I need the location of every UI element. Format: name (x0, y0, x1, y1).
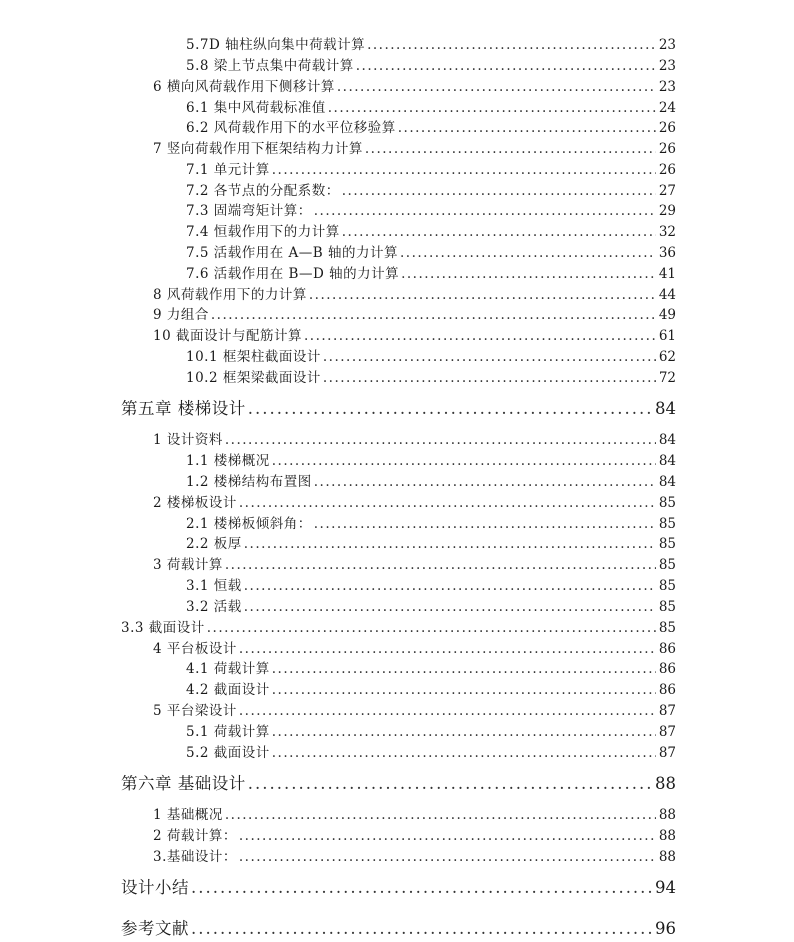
toc-entry[interactable] (153, 827, 676, 845)
toc-entry-page: 94 (655, 878, 676, 897)
toc-entry-title: 7.2 各节点的分配系数： (186, 183, 340, 199)
toc-entry-page: 88 (658, 807, 676, 823)
toc-entry-page: 36 (658, 245, 676, 261)
toc-entry-page: 87 (658, 745, 676, 761)
toc-entry-title: 7 竖向荷载作用下框架结构力计算 (153, 141, 363, 157)
toc-entry-title: 第六章 基础设计 (121, 774, 246, 793)
toc-entry[interactable] (153, 140, 676, 158)
toc-leader-dots (365, 140, 656, 158)
toc-leader-dots (211, 306, 656, 324)
toc-entry-page: 88 (658, 828, 676, 844)
toc-entry-page: 62 (658, 349, 676, 365)
toc-entry-title: 3.2 活载 (186, 599, 242, 615)
toc-entry[interactable] (121, 619, 676, 637)
toc-leader-dots (398, 119, 656, 137)
toc-entry-title: 5.2 截面设计 (186, 745, 270, 761)
toc-entry-page: 85 (658, 557, 676, 573)
toc-entry[interactable] (153, 640, 676, 658)
toc-entry-page: 26 (658, 120, 676, 136)
toc-leader-dots (225, 556, 656, 574)
toc-entry-title: 3 荷载计算 (153, 557, 223, 573)
toc-entry[interactable] (186, 535, 676, 553)
toc-entry-page: 84 (655, 399, 676, 418)
toc-entry[interactable] (186, 36, 676, 54)
toc-chapter-entry[interactable] (121, 398, 676, 420)
toc-leader-dots (248, 773, 653, 795)
toc-leader-dots (272, 681, 656, 699)
toc-leader-dots (342, 182, 656, 200)
toc-entry[interactable] (153, 78, 676, 96)
toc-entry-title: 10 截面设计与配筋计算 (153, 328, 302, 344)
toc-entry[interactable] (153, 494, 676, 512)
toc-entry-page: 87 (658, 724, 676, 740)
toc-entry-title: 8 风荷载作用下的力计算 (153, 287, 307, 303)
toc-chapter-entry[interactable] (121, 773, 676, 795)
toc-entry-page: 26 (658, 162, 676, 178)
toc-leader-dots (304, 327, 656, 345)
toc-leader-dots (314, 202, 656, 220)
toc-entry[interactable] (153, 806, 676, 824)
toc-entry[interactable] (186, 223, 676, 241)
toc-entry-title: 5.7D 轴柱纵向集中荷载计算 (186, 37, 366, 53)
toc-entry-page: 32 (658, 224, 676, 240)
toc-entry-page: 41 (658, 266, 676, 282)
toc-entry[interactable] (186, 99, 676, 117)
toc-leader-dots (207, 619, 656, 637)
toc-entry-page: 88 (655, 774, 676, 793)
toc-entry[interactable] (186, 452, 676, 470)
toc-entry-page: 86 (658, 641, 676, 657)
toc-entry-page: 88 (658, 849, 676, 865)
toc-entry-title: 4.2 截面设计 (186, 682, 270, 698)
toc-leader-dots (272, 161, 656, 179)
toc-entry[interactable] (186, 161, 676, 179)
toc-entry-title: 3.基础设计： (153, 849, 237, 865)
toc-entry[interactable] (153, 286, 676, 304)
toc-leader-dots (400, 244, 656, 262)
toc-entry-title: 参考文献 (121, 919, 189, 938)
toc-leader-dots (225, 806, 656, 824)
toc-entry-title: 2 荷载计算： (153, 828, 237, 844)
toc-entry[interactable] (186, 577, 676, 595)
toc-leader-dots (239, 827, 656, 845)
toc-entry-page: 23 (658, 37, 676, 53)
toc-leader-dots (328, 99, 656, 117)
toc-entry-title: 4.1 荷载计算 (186, 661, 270, 677)
toc-entry-page: 24 (658, 100, 676, 116)
toc-entry-page: 85 (658, 578, 676, 594)
toc-entry[interactable] (153, 327, 676, 345)
toc-entry-title: 1.2 楼梯结构布置图 (186, 474, 312, 490)
toc-leader-dots (225, 431, 656, 449)
toc-leader-dots (191, 918, 653, 940)
toc-entry-title: 3.3 截面设计 (121, 620, 205, 636)
toc-entry[interactable] (153, 431, 676, 449)
toc-entry-page: 85 (658, 536, 676, 552)
toc-leader-dots (248, 398, 653, 420)
toc-entry-page: 72 (658, 370, 676, 386)
toc-chapter-entry[interactable] (121, 877, 676, 899)
toc-entry-title: 3.1 恒载 (186, 578, 242, 594)
toc-entry-title: 1 设计资料 (153, 432, 223, 448)
toc-leader-dots (239, 640, 656, 658)
toc-leader-dots (244, 577, 656, 595)
toc-leader-dots (356, 57, 656, 75)
toc-leader-dots (272, 452, 656, 470)
toc-entry-title: 9 力组合 (153, 307, 209, 323)
toc-entry-page: 85 (658, 620, 676, 636)
toc-entry-title: 7.1 单元计算 (186, 162, 270, 178)
toc-entry[interactable] (153, 556, 676, 574)
toc-entry-page: 84 (658, 432, 676, 448)
toc-entry-page: 23 (658, 58, 676, 74)
toc-entry-title: 第五章 楼梯设计 (121, 399, 246, 418)
toc-entry-page: 85 (658, 599, 676, 615)
toc-entry-title: 5.1 荷载计算 (186, 724, 270, 740)
toc-leader-dots (337, 78, 656, 96)
toc-entry[interactable] (186, 515, 676, 533)
toc-entry-page: 44 (658, 287, 676, 303)
toc-entry-title: 2.2 板厚 (186, 536, 242, 552)
toc-entry[interactable] (186, 57, 676, 75)
toc-entry-page: 23 (658, 79, 676, 95)
toc-entry[interactable] (186, 723, 676, 741)
toc-leader-dots (323, 369, 656, 387)
toc-leader-dots (239, 848, 656, 866)
toc-entry-page: 85 (658, 516, 676, 532)
toc-entry-page: 27 (658, 183, 676, 199)
toc-entry[interactable] (186, 348, 676, 366)
toc-entry-title: 10.2 框架梁截面设计 (186, 370, 321, 386)
toc-entry[interactable] (186, 119, 676, 137)
toc-entry-page: 86 (658, 661, 676, 677)
toc-leader-dots (367, 36, 656, 54)
toc-entry-page: 26 (658, 141, 676, 157)
toc-entry-page: 85 (658, 495, 676, 511)
toc-entry-title: 7.6 活载作用在 B—D 轴的力计算 (186, 266, 400, 282)
toc-leader-dots (272, 660, 656, 678)
toc-entry[interactable] (153, 306, 676, 324)
toc-entry-page: 49 (658, 307, 676, 323)
toc-entry-title: 2.1 楼梯板倾斜角： (186, 516, 312, 532)
toc-entry-page: 84 (658, 474, 676, 490)
toc-leader-dots (309, 286, 656, 304)
toc-leader-dots (272, 744, 656, 762)
toc-entry-page: 61 (658, 328, 676, 344)
toc-entry-title: 6 横向风荷载作用下侧移计算 (153, 79, 335, 95)
toc-entry-title: 6.1 集中风荷载标准值 (186, 100, 326, 116)
toc-chapter-entry[interactable] (121, 918, 676, 940)
toc-entry-title: 10.1 框架柱截面设计 (186, 349, 321, 365)
toc-entry[interactable] (186, 202, 676, 220)
toc-entry-page: 96 (655, 919, 676, 938)
toc-entry[interactable] (186, 182, 676, 200)
toc-leader-dots (342, 223, 656, 241)
toc-entry-page: 84 (658, 453, 676, 469)
toc-entry[interactable] (186, 244, 676, 262)
toc-entry-title: 1.1 楼梯概况 (186, 453, 270, 469)
toc-entry-title: 7.5 活载作用在 A—B 轴的力计算 (186, 245, 399, 261)
toc-entry-title: 6.2 风荷载作用下的水平位移验算 (186, 120, 396, 136)
toc-entry[interactable] (186, 598, 676, 616)
toc-entry-page: 86 (658, 682, 676, 698)
toc-entry-title: 1 基础概况 (153, 807, 223, 823)
toc-entry[interactable] (186, 265, 676, 283)
toc-leader-dots (314, 473, 656, 491)
toc-entry-title: 7.4 恒载作用下的力计算 (186, 224, 340, 240)
toc-leader-dots (244, 598, 656, 616)
toc-leader-dots (191, 877, 653, 899)
toc-entry[interactable] (186, 369, 676, 387)
toc-entry-title: 2 楼梯板设计 (153, 495, 237, 511)
toc-leader-dots (244, 535, 656, 553)
toc-entry-title: 7.3 固端弯矩计算： (186, 203, 312, 219)
toc-entry[interactable] (186, 744, 676, 762)
toc-leader-dots (401, 265, 656, 283)
toc-leader-dots (239, 702, 656, 720)
toc-entry[interactable] (153, 848, 676, 866)
toc-leader-dots (314, 515, 656, 533)
toc-entry-page: 29 (658, 203, 676, 219)
toc-entry-page: 87 (658, 703, 676, 719)
toc-entry[interactable] (186, 681, 676, 699)
toc-entry[interactable] (153, 702, 676, 720)
toc-leader-dots (272, 723, 656, 741)
toc-entry-title: 4 平台板设计 (153, 641, 237, 657)
toc-leader-dots (239, 494, 656, 512)
toc-entry[interactable] (186, 660, 676, 678)
toc-entry-title: 5.8 梁上节点集中荷载计算 (186, 58, 354, 74)
toc-entry-title: 设计小结 (121, 878, 189, 897)
toc-entry[interactable] (186, 473, 676, 491)
toc-leader-dots (323, 348, 656, 366)
toc-entry-title: 5 平台梁设计 (153, 703, 237, 719)
